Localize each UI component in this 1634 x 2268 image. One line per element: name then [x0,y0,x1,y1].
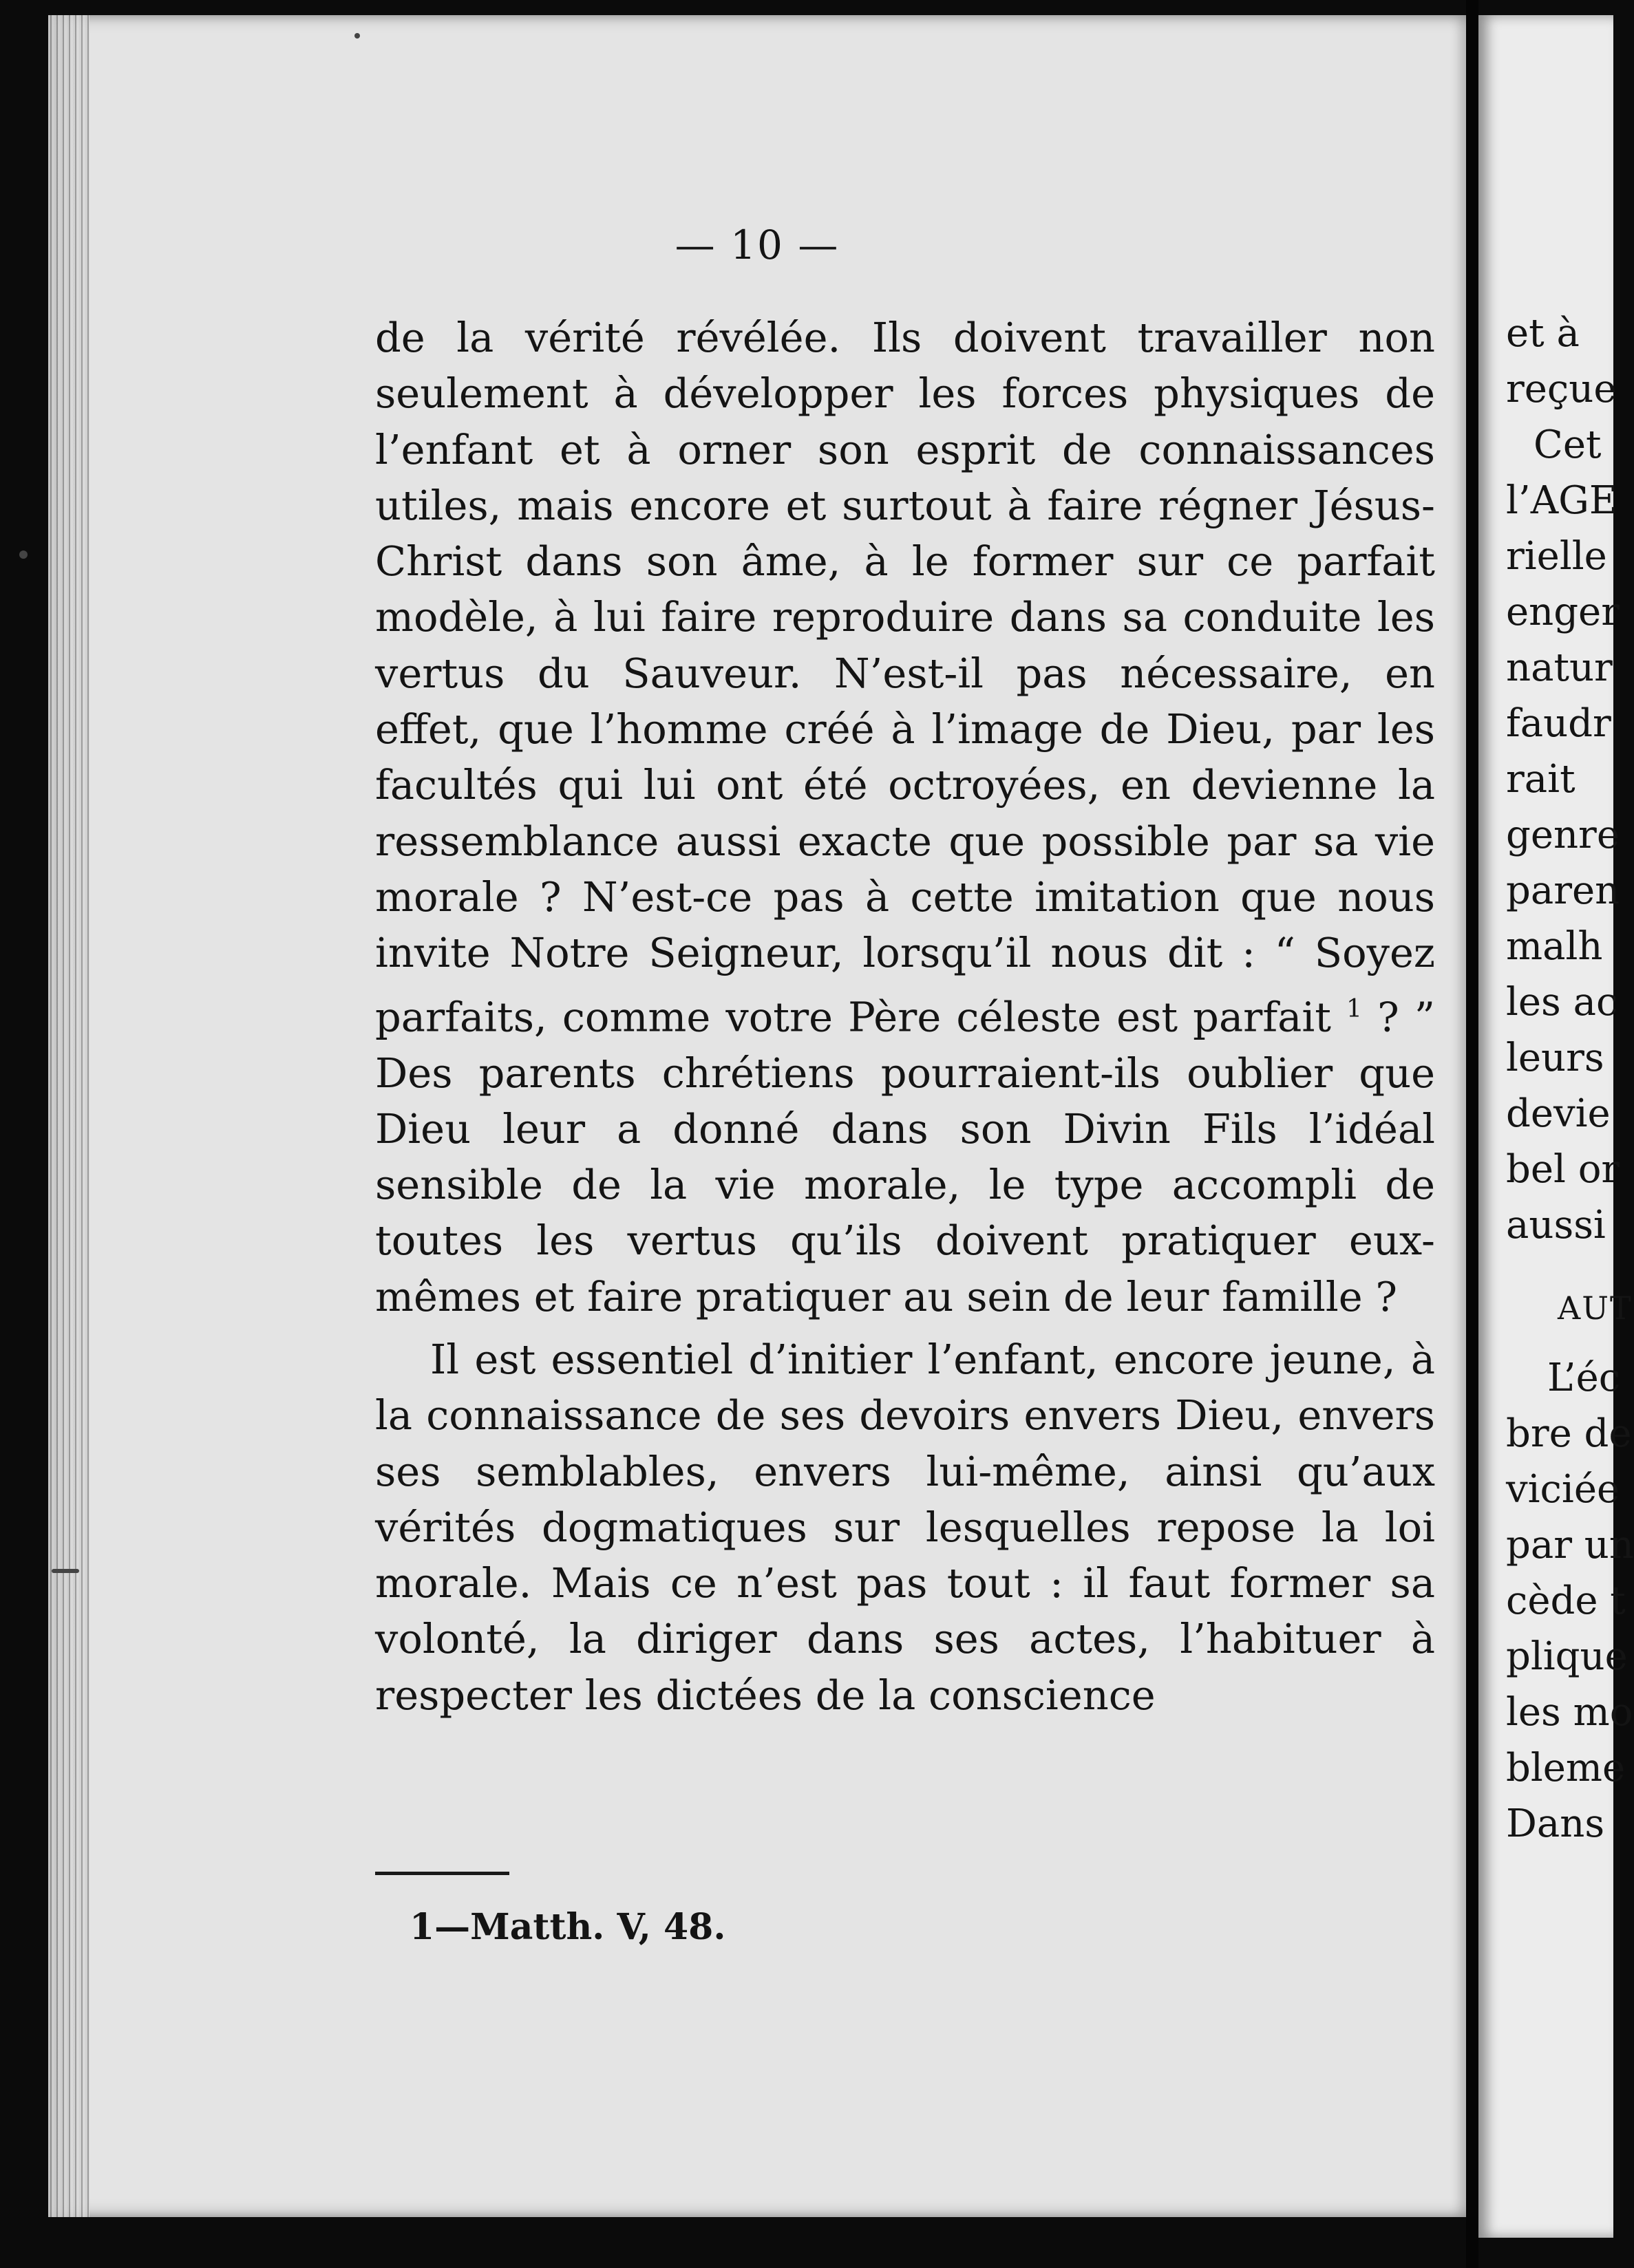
right-line: enger [1506,590,1620,634]
body-text [375,310,1435,1723]
footnote: 1—Matth. V, 48. [410,1906,726,1948]
scan-speck [354,33,360,39]
footnote-rule [375,1872,509,1875]
right-line: paren [1506,868,1620,913]
right-line: bel or [1506,1147,1620,1192]
right-line: plique [1506,1634,1628,1679]
right-line: aussi [1506,1203,1606,1248]
scan-speck [52,1569,79,1573]
right-line: cède t [1506,1579,1626,1623]
right-line: viciée [1506,1467,1620,1512]
scan-speck [19,550,28,559]
paragraph-1-end: ? ” Des parents chrétiens pourraient-ils oublier que Dieu leur a donné dans son Divin Fils l’idéal sensible de la vie morale, le type accompli de toutes les vertus qu’ils doivent pratiquer eux-mêmes et faire pratiquer au sein de leur famille ? [375,993,1435,1320]
right-line: malh [1506,924,1603,969]
right-heading: AUT [1558,1290,1633,1327]
right-line: natur [1506,645,1613,690]
paragraph-2: Il est essentiel d’initier l’enfant, encore jeune, à la connaissance de ses devoirs envers Dieu, envers ses semblables, envers lui-même, ainsi qu’aux vérités dogmatiques sur lesquelles repose la loi morale. Mais ce n’est pas tout : il faut former sa volonté, la diriger dans ses actes, l’habituer à respecter les dictées de la conscience [375,1336,1435,1719]
right-line: bre de [1506,1411,1632,1456]
right-line: rielle [1506,534,1607,579]
right-page [1478,15,1634,2238]
right-line: rait [1506,757,1575,802]
right-line: L’éc [1547,1356,1621,1400]
right-line: devie [1506,1091,1611,1136]
right-page-lines [1506,306,1634,1852]
right-line: Dans [1506,1801,1605,1846]
right-line: leurs [1506,1036,1604,1080]
page-edges [48,15,89,2217]
right-line: Cet [1534,422,1602,467]
right-line: par un [1506,1523,1634,1568]
right-line: genre [1506,813,1620,857]
footnote-reference: 1 [1346,994,1362,1023]
right-line: l’AGE [1506,478,1617,523]
right-line: les ac [1506,980,1618,1025]
page-number: — 10 — [675,222,840,268]
paragraph-1-text: de la vérité révélée. Ils doivent travailler non seulement à développer les forces physiques de l’enfant et à orner son esprit de connaissances utiles, mais encore et surtout à faire régner Jésus-Christ dans son âme, à le former sur ce parfait modèle, à lui faire reproduire dans sa conduite les vertus du Sauveur. N’est-il pas nécessaire, en effet, que l’homme créé à l’image de Dieu, par les facultés qui lui ont été octroyées, en devienne la ressemblance aussi exacte que possible par sa vie morale ? N’est-ce pas à cette imitation que nous invite Notre Seigneur, lorsqu’il nous dit : “ Soyez parfaits, comme votre Père céleste est parfait [375,314,1435,1041]
right-line: et à [1506,311,1580,356]
right-line: les mo [1506,1690,1633,1735]
right-line: reçue [1506,367,1617,411]
book-gutter [1466,0,1478,2268]
paragraph-1 [375,310,1435,1325]
right-line: bleme [1506,1746,1626,1790]
right-line: faudr [1506,701,1611,746]
